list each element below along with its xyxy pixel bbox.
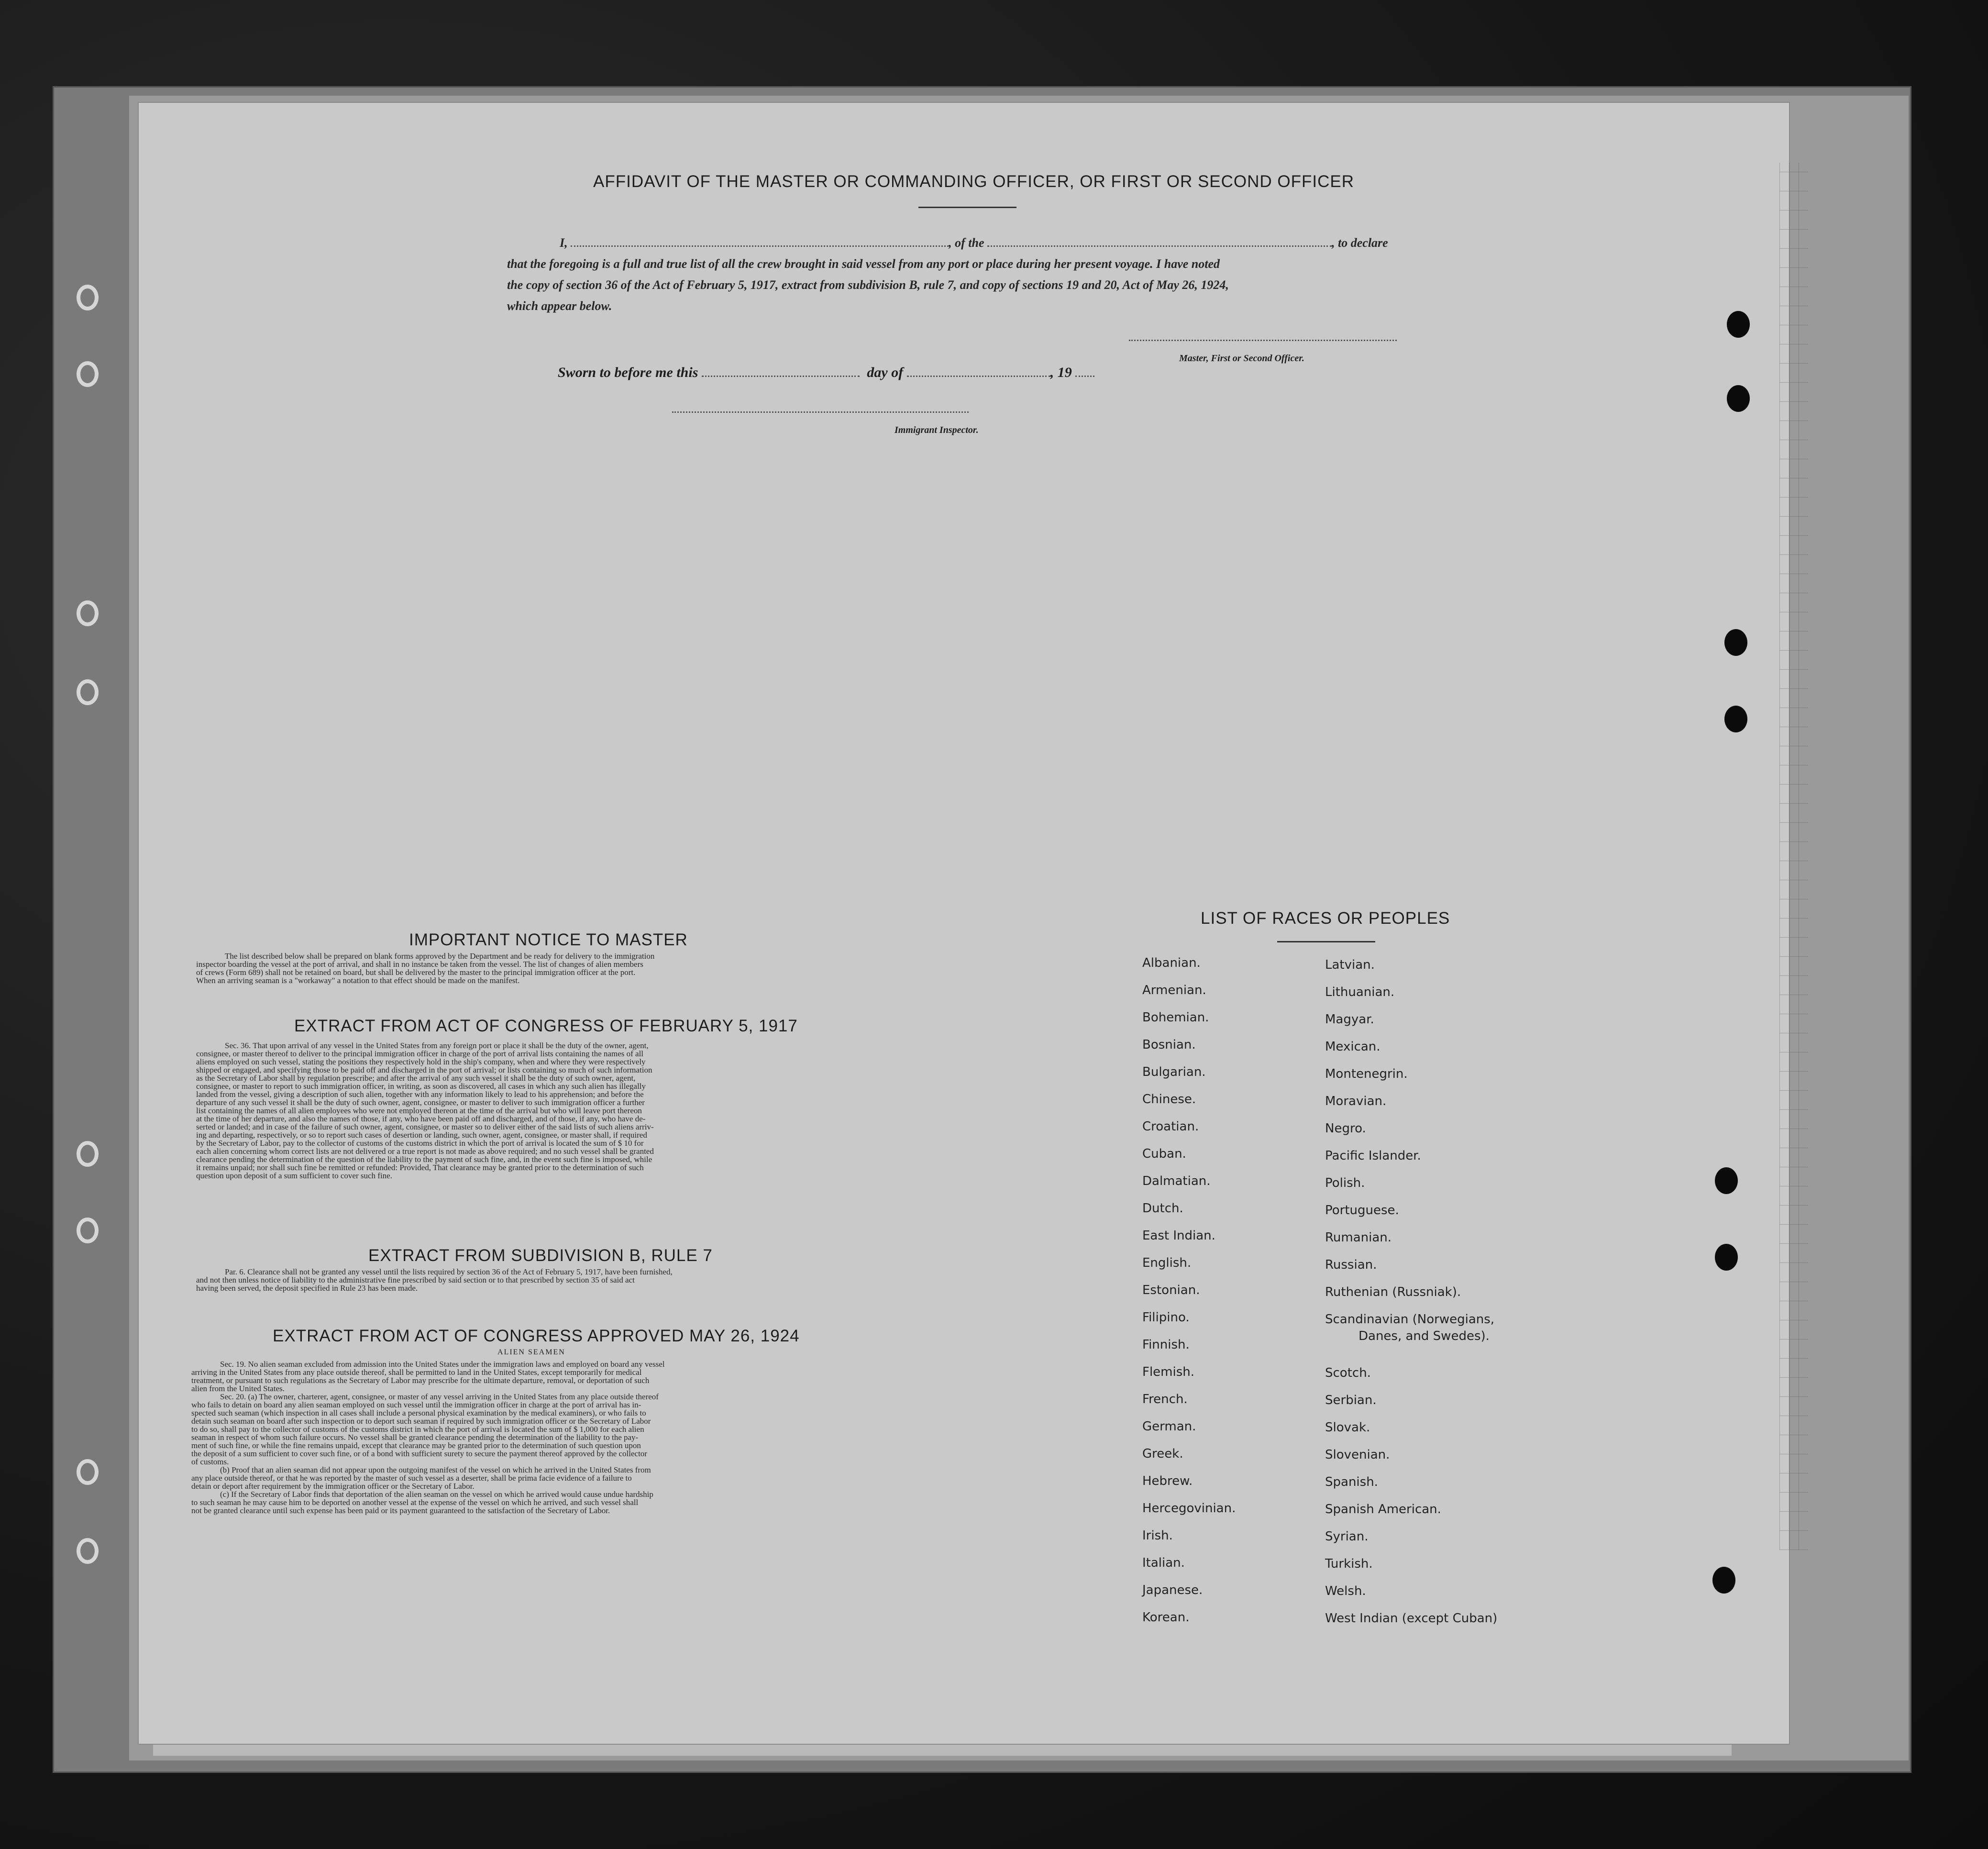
year-blank [1075,376,1094,377]
binder-hole [77,1218,99,1243]
binder-hole [77,679,99,705]
race-right-item: Scotch. [1325,1366,1371,1380]
race-left-item: Dutch. [1142,1201,1183,1216]
race-left-item: Hercegovinian. [1142,1501,1236,1516]
alien-seamen-subtitle: ALIEN SEAMEN [497,1348,565,1356]
race-left-item: Filipino. [1142,1310,1190,1325]
race-right-item: West Indian (except Cuban) [1325,1611,1498,1626]
race-left-item: German. [1142,1419,1196,1434]
race-right-item: Rumanian. [1325,1230,1392,1245]
race-right-item: Latvian. [1325,958,1375,972]
affidavit-line-1: I, , of the , to declare [560,236,1388,250]
race-left-item: Japanese. [1142,1583,1203,1597]
binder-hole [1724,629,1747,656]
binder-hole [77,361,99,387]
extract-1917-text: Sec. 36. That upon arrival of any vessel in the United States from any foreign port or place it shall be the duty of the owner, agent, consignee, or master thereof to deliver to the principal immigration officer in charge of the port of arrival lists containing the names of all aliens employed on such vessel, stating the positions they respectively hold in the ship's company, when and where they were respectively shipped or engaged, and specifying those to be paid off and discharged in the port of arrival; or lists containing so much of such information as the Secretary of Labor shall by regulation prescribe; and after the arrival of any such vessel it shall be the duty of such owner, agent, consignee, or master to report to such immigration officer, in writing, as soon as discovered, all cases in which any such alien has illegally landed from the vessel, giving a description of such alien, together with any information likely to lead to his apprehension; and before the departure of any such vessel it shall be the duty of such owner, agent, consignee, or master to deliver to such immigration officer a further list containing the names of all alien employees who were not employed thereon at the time of the arrival but who will leave port thereon at the time of her departure, and also the names of those, if any, who have been paid off and discharged, and of those, if any, who have de- serted or landed; and in case of the failure of such owner, agent, consignee, or master so to deliver either of the said lists of such aliens arriv- ing and departing, respectively, or so to report such cases of desertion or landing, such owner, agent, consignee, or master shall, if required by the Secretary of Labor, pay to the collector of customs of the customs district in which the port of arrival is located the sum of $ 10 for each alien concerning whom correct lists are not delivered or a true report is not made as above required; and no such vessel shall be granted clearance pending the determination of the question of the liability to the payment of such fine, and, in the event such fine is imposed, while it remains unpaid; nor shall such fine be remitted or refunded: Provided, That clearance may be granted prior to the determination of such question upon deposit of a sum sufficient to cover such fine. [196,1041,654,1180]
affidavit-line-4: which appear below. [507,299,612,313]
vessel-blank [987,245,1332,247]
subdivision-b-title: EXTRACT FROM SUBDIVISION B, RULE 7 [368,1246,713,1265]
race-left-item: Armenian. [1142,983,1206,997]
affidavit-line-3: the copy of section 36 of the Act of February 5, 1917, extract from subdivision B, rule 7, and copy of sections 19 and 20, Act of May 26, 1924, [507,278,1229,292]
binder-hole [77,1538,99,1564]
races-rule [1277,941,1375,942]
race-right-item: Slovenian. [1325,1448,1390,1462]
race-left-item: Croatian. [1142,1119,1199,1134]
race-right-item: Turkish. [1325,1557,1373,1571]
month-blank [907,376,1050,377]
race-left-item: Flemish. [1142,1365,1195,1379]
race-left-item: Hebrew. [1142,1474,1193,1488]
race-right-item: Spanish American. [1325,1502,1441,1517]
notice-title: IMPORTANT NOTICE TO MASTER [409,930,688,949]
race-left-item: Bohemian. [1142,1010,1209,1025]
binder-hole [1727,311,1750,338]
race-right-item: Mexican. [1325,1040,1381,1054]
ledger-grid-edge [1779,163,1808,1550]
binder-hole [1724,706,1747,732]
race-right-item: Magyar. [1325,1012,1374,1027]
binder-hole [1715,1244,1738,1271]
race-left-item: Bulgarian. [1142,1065,1206,1079]
race-right-item: Danes, and Swedes). [1358,1329,1490,1343]
race-right-item: Montenegrin. [1325,1067,1408,1081]
race-left-item: Albanian. [1142,956,1201,970]
race-left-item: English. [1142,1256,1192,1270]
inspector-signature-line [672,411,969,413]
race-right-item: Negro. [1325,1121,1366,1136]
binder-hole [77,1141,99,1167]
race-right-item: Portuguese. [1325,1203,1399,1218]
race-right-item: Ruthenian (Russniak). [1325,1285,1461,1299]
race-right-item: Moravian. [1325,1094,1387,1108]
race-right-item: Spanish. [1325,1475,1378,1489]
race-left-item: Finnish. [1142,1338,1190,1352]
race-left-item: Cuban. [1142,1147,1186,1161]
race-right-item: Welsh. [1325,1584,1366,1598]
race-right-item: Slovak. [1325,1420,1370,1435]
binder-hole [1727,385,1750,412]
affidavit-line-2: that the foregoing is a full and true list of all the crew brought in said vessel from any port or place during her present voyage. I have noted [507,257,1220,271]
binder-hole [77,285,99,310]
race-left-item: Italian. [1142,1556,1185,1570]
affidavit-title: AFFIDAVIT OF THE MASTER OR COMMANDING OFFICER, OR FIRST OR SECOND OFFICER [593,172,1355,191]
binder-hole [1715,1167,1738,1194]
race-left-item: Dalmatian. [1142,1174,1211,1188]
races-title: LIST OF RACES OR PEOPLES [1201,909,1450,928]
master-signature-line [1129,340,1397,341]
race-left-item: Irish. [1142,1528,1173,1543]
day-blank [702,376,860,377]
race-left-item: East Indian. [1142,1229,1215,1243]
race-right-item: Russian. [1325,1258,1377,1272]
race-left-item: Bosnian. [1142,1038,1196,1052]
race-right-item: Scandinavian (Norwegians, [1325,1312,1495,1327]
inspector-caption: Immigrant Inspector. [895,425,979,435]
extract-1924-title: EXTRACT FROM ACT OF CONGRESS APPROVED MAY 26, 1924 [273,1327,800,1345]
binder-hole [77,600,99,626]
race-right-item: Serbian. [1325,1393,1377,1407]
binder-hole [77,1459,99,1485]
title-rule [918,207,1016,208]
race-right-item: Polish. [1325,1176,1365,1190]
extract-1924-text: Sec. 19. No alien seaman excluded from admission into the United States under the immigration laws and employed on board any vessel arriving in the United States from any place outside thereof, shall be permitted to land in the United States, except temporarily for medical treatment, or pursuant to such regulations as the Secretary of Labor may prescribe for the ultimate departure, removal, or deportation of such alien from the United States. Sec. 20. (a) The owner, charterer, agent, consignee, or master of any vessel arriving in the United States from any place outside thereof who fails to detain on board any alien seaman employed on such vessel until the immigration officer in charge at the port of arrival has in- spected such seaman (which inspection in all cases shall include a personal physical examination by the medical examiners), or who fails to detain such seaman on board after such inspection or to deport such seaman if required by such immigration officer or the Secretary of Labor to do so, shall pay to the collector of customs of the customs district in which the port of arrival is located the sum of $ 1,000 for each alien seaman in respect of whom such failure occurs. No vessel shall be granted clearance pending the determination of the liability to the pay- ment of such fine, or while the fine remains unpaid, except that clearance may be granted prior to the determination of such question upon the deposit of a sum sufficient to cover such fine, or of a bond with sufficient surety to secure the payment thereof approved by the collector of customs. (b) Proof that an alien seaman did not appear upon the outgoing manifest of the vessel on which he arrived in the United States from any place outside thereof, or that he was reported by the master of such vessel as a deserter, shall be prima facie evidence of a failure to detain or deport after requirement by the immigration officer or the Secretary of Labor. (c) If the Secretary of Labor finds that deportation of the alien seaman on the vessel on which he arrived would cause undue hardship to such seaman he may cause him to be deported on another vessel at the expense of the vessel on which he arrived, and such vessel shall not be granted clearance until such expense has been paid or its payment guaranteed to the satisfaction of the Secretary of Labor. [191,1360,665,1515]
race-left-item: Estonian. [1142,1283,1200,1297]
race-right-item: Syrian. [1325,1529,1369,1544]
race-left-item: Chinese. [1142,1092,1196,1107]
sworn-line: Sworn to before me this day of , 19 [558,365,1094,381]
race-right-item: Pacific Islander. [1325,1149,1421,1163]
name-blank [571,245,949,247]
race-left-item: French. [1142,1392,1188,1406]
notice-text: The list described below shall be prepared on blank forms approved by the Department and be ready for delivery to the immigration inspector boarding the vessel at the port of arrival, and shall in no instance be taken from the vessel. The list of changes of alien members of crews (Form 689) shall not be retained on board, but shall be delivered by the master to the principal immigration officer at the port. When an arriving seaman is a "workaway" a notation to that effect should be made on the manifest. [196,952,655,985]
race-left-item: Greek. [1142,1447,1183,1461]
subdivision-b-text: Par. 6. Clearance shall not be granted any vessel until the lists required by section 36 of the Act of February 5, 1917, have been furnished, and not then unless notice of liability to the administrative fine prescribed by said section or to that prescribed by section 35 of said act having been served, the deposit specified in Rule 23 has been made. [196,1267,673,1293]
race-left-item: Korean. [1142,1610,1190,1625]
affidavit-body [507,233,1440,317]
master-caption: Master, First or Second Officer. [1179,353,1304,364]
extract-1917-title: EXTRACT FROM ACT OF CONGRESS OF FEBRUARY 5, 1917 [294,1017,798,1035]
binder-hole [1712,1567,1735,1594]
race-right-item: Lithuanian. [1325,985,1395,999]
